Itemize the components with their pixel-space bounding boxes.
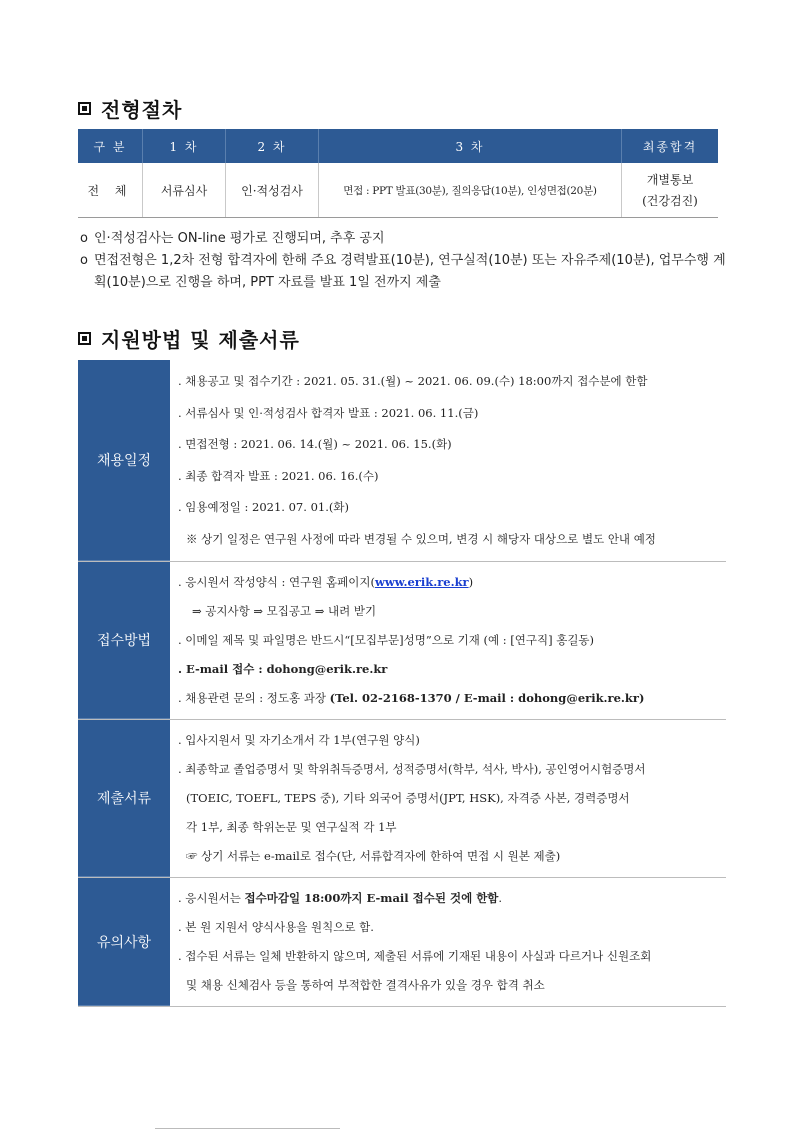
caution-line: . 본 원 지원서 양식사용을 원칙으로 함. [178, 920, 374, 934]
documents-row [78, 720, 726, 878]
process-table [78, 129, 718, 218]
documents-notice: ☞ 상기 서류는 e-mail로 접수(단, 서류합격자에 한하여 면접 시 원본 제출) [186, 849, 561, 863]
row-stage3: 면접 : PPT 발표(30분), 질의응답(10분), 인성면접(20분) [319, 163, 622, 218]
method-contact-detail: (Tel. 02-2168-1370 / E-mail : dohong@erik.re.kr) [329, 691, 645, 705]
schedule-notice: ※ 상기 일정은 연구원 사정에 따라 변경될 수 있으며, 변경 시 해당자 대상으로 별도 안내 예정 [186, 531, 656, 546]
method-row [78, 562, 726, 720]
row-final-line2: (건강검진) [642, 194, 698, 208]
schedule-line: . 면접전형 : 2021. 06. 14.(월) ~ 2021. 06. 15.(화) [178, 437, 452, 451]
note-bullet: o [80, 231, 88, 246]
note-item [80, 228, 730, 250]
process-table-header [78, 129, 718, 163]
section-title-process [78, 94, 182, 123]
note-text: 인·적성검사는 ON-line 평가로 진행되며, 추후 공지 [94, 231, 385, 246]
schedule-row [78, 360, 726, 562]
header-stage2: 2 차 [226, 129, 319, 163]
row-label: 전 체 [78, 163, 143, 218]
method-path: ⇒ 공지사항 ⇒ 모집공고 ⇒ 내려 받기 [192, 604, 377, 618]
process-notes [80, 228, 730, 294]
documents-line: (TOEIC, TOEFL, TEPS 중), 기타 외국어 증명서(JPT, HSK), 자격증 사본, 경력증명서 [186, 791, 630, 805]
method-email: . E-mail 접수 : dohong@erik.re.kr [178, 662, 388, 676]
caution-line: . 접수된 서류는 일체 반환하지 않으며, 제출된 서류에 기재된 내용이 사실과 다르거나 신원조회 [178, 949, 652, 963]
row-stage1: 서류심사 [143, 163, 226, 218]
caution-deadline [178, 884, 726, 913]
schedule-line: . 서류심사 및 인·적성검사 합격자 발표 : 2021. 06. 11.(금) [178, 405, 479, 420]
note-item [80, 250, 730, 294]
documents-line: 각 1부, 최종 학위논문 및 연구실적 각 1부 [186, 820, 397, 834]
schedule-body [170, 360, 726, 561]
method-contact-prefix: . 채용관련 문의 : 정도홍 과장 [178, 691, 330, 705]
schedule-line: . 최종 합격자 발표 : 2021. 06. 16.(수) [178, 468, 379, 483]
application-table [78, 360, 726, 1007]
note-bullet: o [80, 253, 88, 268]
documents-line: . 최종학교 졸업증명서 및 학위취득증명서, 성적증명서(학부, 석사, 박사), 공인영어시험증명서 [178, 762, 646, 776]
header-stage1: 1 차 [143, 129, 226, 163]
caution-deadline-suffix: . [498, 891, 503, 905]
footnote-divider [155, 1128, 340, 1129]
caution-deadline-bold: 접수마감일 18:00까지 E-mail 접수된 것에 한함 [244, 891, 499, 905]
documents-head: 제출서류 [78, 720, 170, 877]
documents-body [170, 720, 726, 877]
section-title-application [78, 324, 300, 353]
homepage-link[interactable]: www.erik.re.kr [374, 575, 469, 589]
documents-line: . 입사지원서 및 자기소개서 각 1부(연구원 양식) [178, 733, 420, 747]
method-form-prefix: . 응시원서 작성양식 : 연구원 홈페이지( [178, 575, 375, 589]
method-body [170, 562, 726, 719]
method-form-line [178, 568, 726, 597]
section-title-process-text: 전형절차 [101, 98, 183, 122]
header-final: 최종합격 [622, 129, 719, 163]
caution-deadline-prefix: . 응시원서는 [178, 891, 245, 905]
method-subject-rule: . 이메일 제목 및 파일명은 반드시“[모집부문]성명”으로 기재 (예 : [연구직] 홍길동) [178, 633, 595, 647]
schedule-line: . 채용공고 및 접수기간 : 2021. 05. 31.(월) ~ 2021. 06. 09.(수) 18:00까지 접수분에 한함 [178, 374, 648, 388]
caution-line: 및 채용 신체검사 등을 통하여 부적합한 결격사유가 있을 경우 합격 취소 [186, 978, 545, 992]
process-table-row [78, 163, 718, 218]
note-text: 면접전형은 1,2차 전형 합격자에 한해 주요 경력발표(10분), 연구실적(10분) 또는 자유주제(10분), 업무수행 계획(10분)으로 진행을 하며, PPT 자료를 발표 1일 전까지 제출 [94, 253, 726, 290]
row-final-line1: 개별통보 [646, 173, 694, 187]
method-head: 접수방법 [78, 562, 170, 719]
square-bullet-icon [78, 332, 91, 345]
method-contact [178, 684, 726, 713]
caution-body [170, 878, 726, 1006]
method-form-suffix: ) [468, 575, 474, 589]
caution-row [78, 878, 726, 1007]
schedule-head: 채용일정 [78, 360, 170, 561]
caution-head: 유의사항 [78, 878, 170, 1006]
header-stage3: 3 차 [319, 129, 622, 163]
square-bullet-icon [78, 102, 91, 115]
row-final [622, 163, 719, 218]
header-category: 구 분 [78, 129, 143, 163]
row-stage2: 인·적성검사 [226, 163, 319, 218]
schedule-line: . 임용예정일 : 2021. 07. 01.(화) [178, 500, 349, 514]
section-title-application-text: 지원방법 및 제출서류 [101, 328, 300, 352]
